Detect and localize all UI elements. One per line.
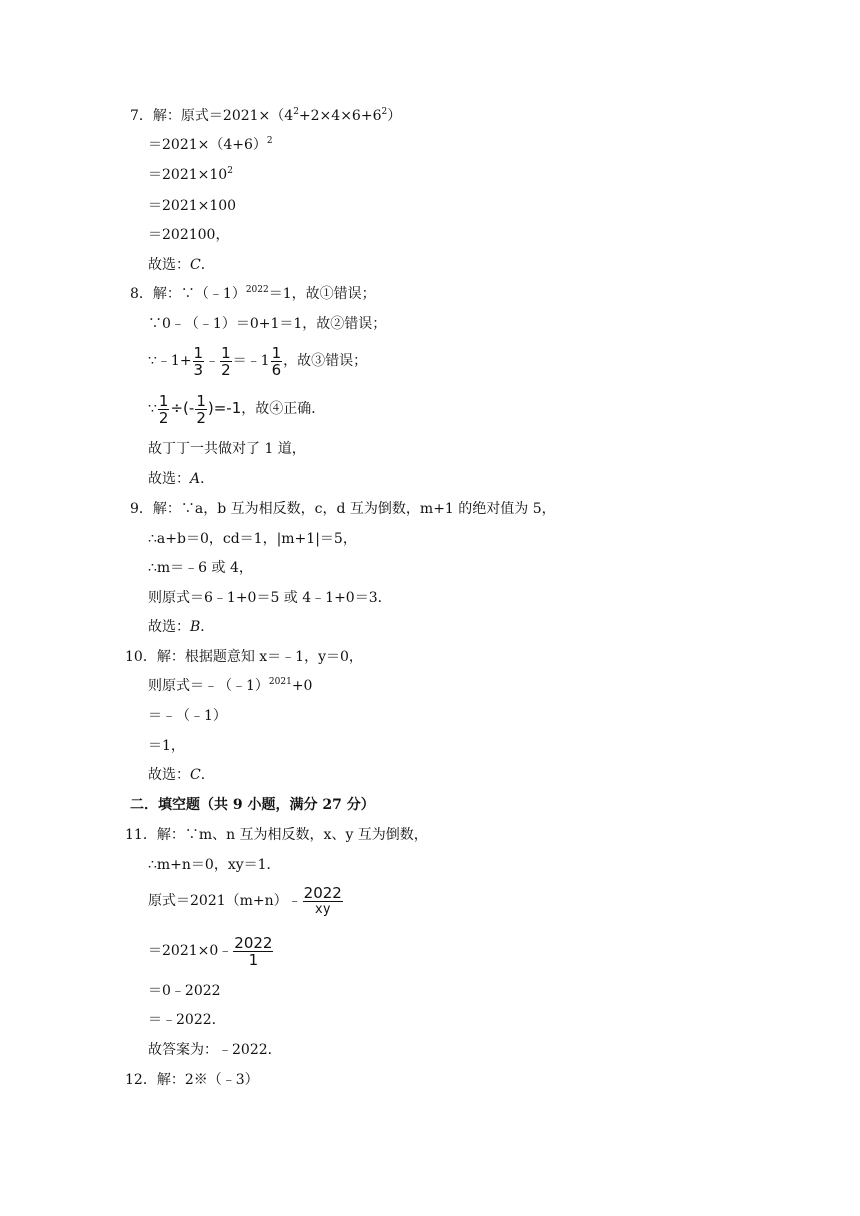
p11-line-4: ＝2021×0﹣ $\frac{2022}{1}$ [148,933,273,969]
p9-line-2: ∴a+b＝0，cd＝1，|m+1|＝5， [148,531,357,547]
p10-answer: 故选：C． [148,767,215,783]
p9-answer: 故选：B． [148,619,215,635]
p10-line-1: 10．解：根据题意知 x＝﹣1，y＝0， [125,649,363,665]
fraction: $\frac{1}{6}$ [271,343,282,379]
p8-answer: 故选：A． [148,471,215,487]
p11-line-2: ∴m+n＝0，xy＝1． [148,857,281,873]
p11-line-6: ＝﹣2022． [148,1012,226,1028]
p7-answer: 故选：C． [148,257,215,273]
p11-line-5: ＝0﹣2022 [148,983,221,999]
p7-line-4: ＝2021×100 [148,198,237,214]
p9-line-3: ∴m＝﹣6 或 4， [148,560,253,576]
fraction: $\frac{1}{2}$ [158,391,169,427]
p10-line-4: ＝1， [148,738,185,754]
fraction: $\frac{1}{2}$ [221,343,231,379]
fraction: $\frac{2022}{1}$ [234,933,273,969]
p11-line-3: 原式＝2021（m+n）﹣ $\frac{2022}{xy}$ [148,883,342,917]
fraction: $\frac{1}{3}$ [193,343,204,379]
p8-line-2: ∵0﹣（﹣1）＝0+1＝1，故②错误； [148,316,387,332]
p12-line-1: 12．解：2※（﹣3） [125,1072,259,1088]
p9-line-4: 则原式＝6﹣1+0＝5 或 4﹣1+0＝3． [148,590,392,606]
p7-line-3: $=2021\times 10^2$ [148,166,233,183]
p7-line-5: ＝202100， [148,227,230,243]
p10-line-2: 则原式＝﹣（﹣1）$^{2021}$+0 [148,677,313,694]
fraction: $\frac{1}{2}$ [196,391,206,427]
p7-line-1: 7．解：原式$=2021\times(4^2+2\times 4\times 6+6^2)$ [130,107,402,124]
fraction: $\frac{2022}{xy}$ [303,883,342,917]
p11-line-1: 11．解：∵m、n 互为相反数，x、y 互为倒数， [125,827,428,843]
p7-line-2: $=2021\times(4+6)^2$ [148,136,273,153]
p8-line-3: ∵﹣1+ $\frac{1}{3}$ ﹣ $\frac{1}{2}$ ＝﹣1 $\frac{1}{6}$ ，故③错误； [148,343,368,379]
p9-line-1: 9．解：∵a，b 互为相反数，c，d 互为倒数，m+1 的绝对值为 5， [130,501,556,517]
section-heading: 二．填空题（共 9 小题，满分 27 分） [130,797,375,813]
p8-line-4: ∵ $\frac{1}{2}$ ÷(- $\frac{1}{2}$ )=-1，故④正确． [148,391,326,427]
p10-line-3: ＝﹣（﹣1） [148,708,227,724]
p8-line-1: 8．解：∵（﹣1）$^{2022}$＝1，故①错误； [130,285,376,302]
p8-line-5: 故丁丁一共做对了 1 道， [148,441,306,457]
p11-answer: 故答案为：﹣2022． [148,1042,282,1058]
